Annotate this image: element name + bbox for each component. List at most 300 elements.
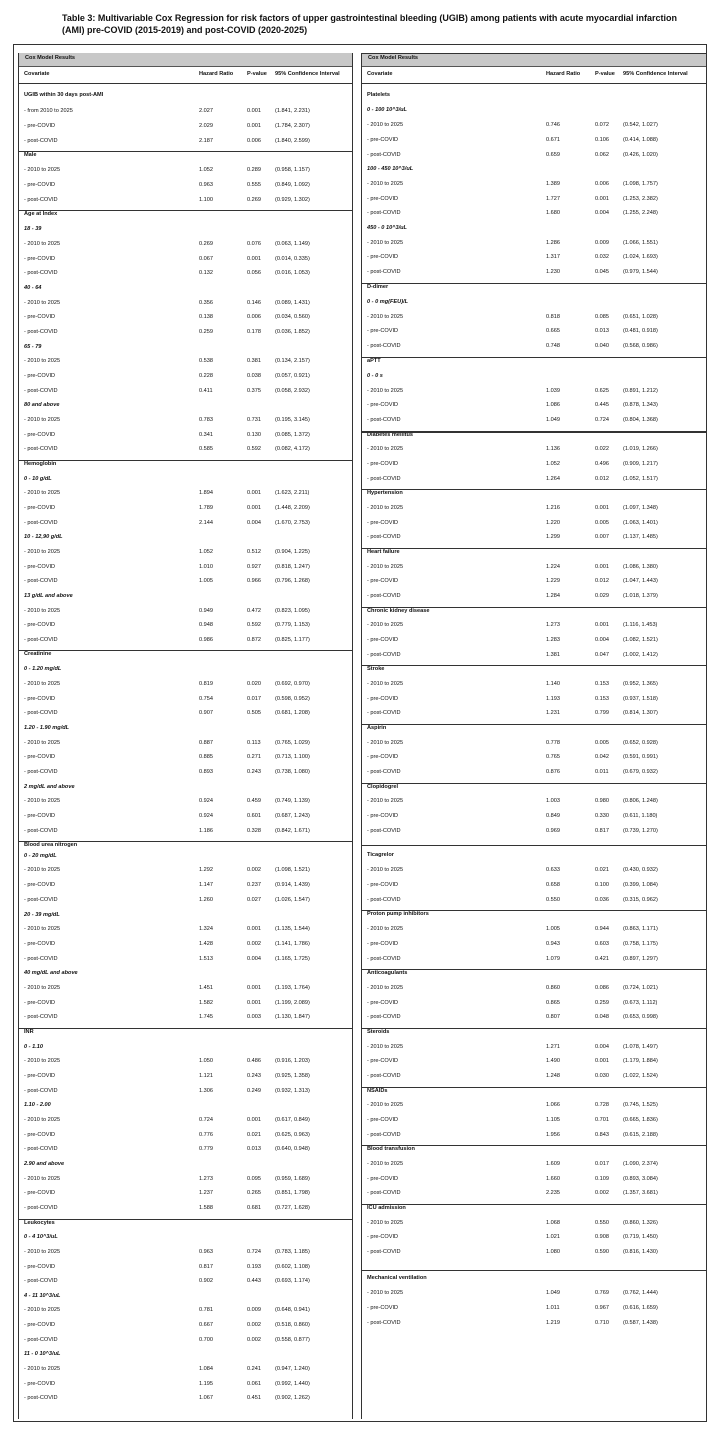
row-confidence-interval: (0.765, 1.029) <box>275 740 310 746</box>
row-covariate: - post-COVID <box>367 710 401 716</box>
row-hazard-ratio: 0.924 <box>199 813 213 819</box>
row-covariate: - 2010 to 2025 <box>367 1161 404 1167</box>
row-covariate: - 2010 to 2025 <box>24 241 61 247</box>
row-confidence-interval: (1.082, 1.521) <box>623 637 658 643</box>
row-hazard-ratio: 1.039 <box>546 388 560 394</box>
row-confidence-interval: (0.693, 1.174) <box>275 1278 310 1284</box>
row-p-value: 0.550 <box>595 1220 609 1226</box>
row-confidence-interval: (1.193, 1.764) <box>275 985 310 991</box>
section-divider <box>362 357 707 358</box>
row-covariate: - post-COVID <box>24 446 58 452</box>
row-confidence-interval: (1.253, 2.382) <box>623 196 658 202</box>
row-hazard-ratio: 1.264 <box>546 476 560 482</box>
section-label: Hemoglobin <box>24 461 57 467</box>
row-covariate: - pre-COVID <box>367 328 399 334</box>
row-covariate: - post-COVID <box>367 1320 401 1326</box>
section-divider <box>362 1087 707 1088</box>
row-covariate: - 2010 to 2025 <box>24 1176 61 1182</box>
subgroup-label: 80 and above <box>24 402 60 408</box>
row-confidence-interval: (0.653, 0.998) <box>623 1014 658 1020</box>
row-hazard-ratio: 1.745 <box>199 1014 213 1020</box>
row-covariate: - post-COVID <box>24 1278 58 1284</box>
row-p-value: 0.001 <box>595 564 609 570</box>
row-covariate: - pre-COVID <box>367 1234 399 1240</box>
row-hazard-ratio: 1.066 <box>546 1102 560 1108</box>
row-hazard-ratio: 1.324 <box>199 926 213 932</box>
col-hazard-ratio: Hazard Ratio <box>546 71 581 77</box>
row-hazard-ratio: 0.779 <box>199 1146 213 1152</box>
row-p-value: 0.146 <box>247 300 261 306</box>
row-covariate: - post-COVID <box>367 152 401 158</box>
row-hazard-ratio: 0.665 <box>546 328 560 334</box>
row-covariate: - 2010 to 2025 <box>24 167 61 173</box>
row-covariate: - pre-COVID <box>24 813 56 819</box>
row-p-value: 0.006 <box>595 181 609 187</box>
row-hazard-ratio: 0.818 <box>546 314 560 320</box>
row-p-value: 0.330 <box>595 813 609 819</box>
row-confidence-interval: (0.426, 1.020) <box>623 152 658 158</box>
row-p-value: 0.592 <box>247 622 261 628</box>
section-label: Aspirin <box>367 725 387 731</box>
row-covariate: - post-COVID <box>24 1337 58 1343</box>
row-hazard-ratio: 1.052 <box>199 549 213 555</box>
row-hazard-ratio: 0.132 <box>199 270 213 276</box>
row-p-value: 0.843 <box>595 1132 609 1138</box>
row-hazard-ratio: 1.660 <box>546 1176 560 1182</box>
section-divider <box>362 724 707 725</box>
row-p-value: 0.002 <box>247 867 261 873</box>
row-hazard-ratio: 1.273 <box>546 622 560 628</box>
row-p-value: 0.004 <box>595 1044 609 1050</box>
row-confidence-interval: (1.179, 1.884) <box>623 1058 658 1064</box>
col-p-value: P-value <box>595 71 615 77</box>
section-label: Hypertension <box>367 490 403 496</box>
row-hazard-ratio: 1.229 <box>546 578 560 584</box>
row-p-value: 0.130 <box>247 432 261 438</box>
row-covariate: - 2010 to 2025 <box>24 1366 61 1372</box>
row-p-value: 0.003 <box>247 1014 261 1020</box>
row-covariate: - pre-COVID <box>24 941 56 947</box>
section-label: Proton pump inhibitors <box>367 911 429 917</box>
row-p-value: 0.048 <box>595 1014 609 1020</box>
row-p-value: 0.013 <box>595 328 609 334</box>
row-hazard-ratio: 1.271 <box>546 1044 560 1050</box>
subgroup-label: 2.90 and above <box>24 1161 65 1167</box>
row-p-value: 0.076 <box>247 241 261 247</box>
row-confidence-interval: (0.681, 1.208) <box>275 710 310 716</box>
row-p-value: 0.002 <box>247 941 261 947</box>
row-p-value: 0.001 <box>247 926 261 932</box>
row-hazard-ratio: 0.724 <box>199 1117 213 1123</box>
row-confidence-interval: (1.448, 2.209) <box>275 505 310 511</box>
row-p-value: 0.017 <box>595 1161 609 1167</box>
column-headers <box>19 67 352 84</box>
row-hazard-ratio: 1.052 <box>546 461 560 467</box>
row-covariate: - pre-COVID <box>24 754 56 760</box>
section-divider <box>362 548 707 549</box>
section-label: Blood transfusion <box>367 1146 415 1152</box>
row-hazard-ratio: 0.902 <box>199 1278 213 1284</box>
row-p-value: 0.701 <box>595 1117 609 1123</box>
section-divider <box>362 783 707 784</box>
row-hazard-ratio: 1.283 <box>546 637 560 643</box>
row-p-value: 0.728 <box>595 1102 609 1108</box>
row-hazard-ratio: 2.029 <box>199 123 213 129</box>
row-hazard-ratio: 1.789 <box>199 505 213 511</box>
row-p-value: 0.259 <box>595 1000 609 1006</box>
row-p-value: 0.106 <box>595 137 609 143</box>
row-p-value: 0.056 <box>247 270 261 276</box>
row-covariate: - pre-COVID <box>367 941 399 947</box>
row-confidence-interval: (0.952, 1.365) <box>623 681 658 687</box>
row-confidence-interval: (1.130, 1.847) <box>275 1014 310 1020</box>
row-hazard-ratio: 1.894 <box>199 490 213 496</box>
row-p-value: 0.040 <box>595 343 609 349</box>
row-p-value: 0.271 <box>247 754 261 760</box>
row-confidence-interval: (0.134, 2.157) <box>275 358 310 364</box>
row-p-value: 0.980 <box>595 798 609 804</box>
row-p-value: 0.681 <box>247 1205 261 1211</box>
row-p-value: 0.001 <box>595 622 609 628</box>
panel-header: Cox Model Results <box>19 53 352 67</box>
row-hazard-ratio: 0.893 <box>199 769 213 775</box>
col-p-value: P-value <box>247 71 267 77</box>
row-hazard-ratio: 1.100 <box>199 197 213 203</box>
row-hazard-ratio: 0.778 <box>546 740 560 746</box>
row-hazard-ratio: 1.079 <box>546 956 560 962</box>
row-confidence-interval: (0.806, 1.248) <box>623 798 658 804</box>
row-covariate: - pre-COVID <box>367 578 399 584</box>
row-p-value: 0.908 <box>595 1234 609 1240</box>
column-headers <box>362 67 707 84</box>
row-confidence-interval: (0.851, 1.798) <box>275 1190 310 1196</box>
row-confidence-interval: (0.816, 1.430) <box>623 1249 658 1255</box>
row-hazard-ratio: 1.260 <box>199 897 213 903</box>
row-confidence-interval: (1.165, 1.725) <box>275 956 310 962</box>
row-confidence-interval: (0.611, 1.180) <box>623 813 658 819</box>
row-hazard-ratio: 0.765 <box>546 754 560 760</box>
row-covariate: - 2010 to 2025 <box>367 1220 404 1226</box>
row-confidence-interval: (0.758, 1.175) <box>623 941 658 947</box>
row-covariate: - post-COVID <box>24 1014 58 1020</box>
row-hazard-ratio: 2.187 <box>199 138 213 144</box>
row-covariate: - 2010 to 2025 <box>24 1307 61 1313</box>
row-confidence-interval: (1.090, 2.374) <box>623 1161 658 1167</box>
row-confidence-interval: (0.916, 1.203) <box>275 1058 310 1064</box>
row-hazard-ratio: 1.050 <box>199 1058 213 1064</box>
row-p-value: 0.001 <box>595 1058 609 1064</box>
row-hazard-ratio: 0.746 <box>546 122 560 128</box>
row-covariate: - post-COVID <box>367 1073 401 1079</box>
row-hazard-ratio: 2.144 <box>199 520 213 526</box>
row-confidence-interval: (1.098, 1.521) <box>275 867 310 873</box>
row-confidence-interval: (0.891, 1.212) <box>623 388 658 394</box>
row-hazard-ratio: 0.776 <box>199 1132 213 1138</box>
row-confidence-interval: (0.036, 1.852) <box>275 329 310 335</box>
section-label: Blood urea nitrogen <box>24 842 78 848</box>
section-divider <box>362 969 707 970</box>
row-p-value: 0.001 <box>247 256 261 262</box>
row-confidence-interval: (1.098, 1.757) <box>623 181 658 187</box>
row-p-value: 0.590 <box>595 1249 609 1255</box>
row-covariate: - 2010 to 2025 <box>367 1044 404 1050</box>
row-hazard-ratio: 0.907 <box>199 710 213 716</box>
row-confidence-interval: (0.959, 1.689) <box>275 1176 310 1182</box>
row-p-value: 0.012 <box>595 578 609 584</box>
row-confidence-interval: (0.739, 1.270) <box>623 828 658 834</box>
row-confidence-interval: (1.052, 1.517) <box>623 476 658 482</box>
row-confidence-interval: (0.648, 0.941) <box>275 1307 310 1313</box>
row-confidence-interval: (1.022, 1.524) <box>623 1073 658 1079</box>
subgroup-label: 100 - 450 10^3/uL <box>367 166 414 172</box>
section-label: Heart failure <box>367 549 400 555</box>
row-hazard-ratio: 0.269 <box>199 241 213 247</box>
row-hazard-ratio: 0.667 <box>199 1322 213 1328</box>
row-hazard-ratio: 1.140 <box>546 681 560 687</box>
row-p-value: 0.269 <box>247 197 261 203</box>
row-p-value: 0.072 <box>595 122 609 128</box>
col-covariate: Covariate <box>24 71 50 77</box>
row-p-value: 0.029 <box>595 593 609 599</box>
row-hazard-ratio: 1.306 <box>199 1088 213 1094</box>
row-p-value: 0.030 <box>595 1073 609 1079</box>
row-hazard-ratio: 0.228 <box>199 373 213 379</box>
row-confidence-interval: (0.651, 1.028) <box>623 314 658 320</box>
row-covariate: - pre-COVID <box>367 754 399 760</box>
row-covariate: - pre-COVID <box>24 182 56 188</box>
row-confidence-interval: (0.849, 1.092) <box>275 182 310 188</box>
row-p-value: 0.002 <box>595 1190 609 1196</box>
row-covariate: - post-COVID <box>367 534 401 540</box>
row-hazard-ratio: 1.219 <box>546 1320 560 1326</box>
row-confidence-interval: (0.825, 1.177) <box>275 637 310 643</box>
section-label: Mechanical ventilation <box>367 1275 427 1281</box>
row-hazard-ratio: 0.865 <box>546 1000 560 1006</box>
subgroup-label: 0 - 100 10^3/uL <box>367 107 407 113</box>
row-covariate: - post-COVID <box>367 1249 401 1255</box>
row-hazard-ratio: 0.585 <box>199 446 213 452</box>
row-p-value: 0.085 <box>595 314 609 320</box>
row-p-value: 0.012 <box>595 476 609 482</box>
row-covariate: - 2010 to 2025 <box>367 985 404 991</box>
subgroup-label: 0 - 0 s <box>367 373 383 379</box>
row-covariate: - pre-COVID <box>367 402 399 408</box>
row-p-value: 0.237 <box>247 882 261 888</box>
row-hazard-ratio: 1.451 <box>199 985 213 991</box>
row-p-value: 0.967 <box>595 1305 609 1311</box>
row-confidence-interval: (0.814, 1.307) <box>623 710 658 716</box>
row-confidence-interval: (1.623, 2.211) <box>275 490 310 496</box>
row-covariate: - 2010 to 2025 <box>367 1102 404 1108</box>
row-hazard-ratio: 0.963 <box>199 1249 213 1255</box>
section-label: ICU admission <box>367 1205 406 1211</box>
row-p-value: 0.496 <box>595 461 609 467</box>
row-hazard-ratio: 1.609 <box>546 1161 560 1167</box>
row-covariate: - post-COVID <box>24 1146 58 1152</box>
row-confidence-interval: (1.026, 1.547) <box>275 897 310 903</box>
row-confidence-interval: (0.779, 1.153) <box>275 622 310 628</box>
row-confidence-interval: (0.692, 0.970) <box>275 681 310 687</box>
row-confidence-interval: (0.925, 1.358) <box>275 1073 310 1079</box>
row-covariate: - pre-COVID <box>24 1322 56 1328</box>
row-confidence-interval: (1.255, 2.248) <box>623 210 658 216</box>
row-p-value: 0.062 <box>595 152 609 158</box>
row-covariate: - post-COVID <box>367 1132 401 1138</box>
section-label: Steroids <box>367 1029 390 1035</box>
row-p-value: 0.007 <box>595 534 609 540</box>
row-hazard-ratio: 1.224 <box>546 564 560 570</box>
row-p-value: 0.001 <box>247 490 261 496</box>
row-p-value: 0.032 <box>595 254 609 260</box>
row-covariate: - post-COVID <box>24 520 58 526</box>
row-covariate: - pre-COVID <box>367 696 399 702</box>
row-confidence-interval: (0.929, 1.302) <box>275 197 310 203</box>
row-p-value: 0.193 <box>247 1264 261 1270</box>
row-hazard-ratio: 1.005 <box>199 578 213 584</box>
row-hazard-ratio: 0.356 <box>199 300 213 306</box>
row-p-value: 0.001 <box>247 505 261 511</box>
row-confidence-interval: (0.947, 1.240) <box>275 1366 310 1372</box>
row-p-value: 0.966 <box>247 578 261 584</box>
row-p-value: 0.004 <box>595 210 609 216</box>
row-covariate: - 2010 to 2025 <box>367 181 404 187</box>
row-covariate: - post-COVID <box>24 637 58 643</box>
row-confidence-interval: (0.914, 1.439) <box>275 882 310 888</box>
row-confidence-interval: (0.904, 1.225) <box>275 549 310 555</box>
row-confidence-interval: (1.141, 1.786) <box>275 941 310 947</box>
row-p-value: 0.004 <box>247 520 261 526</box>
row-p-value: 0.042 <box>595 754 609 760</box>
row-hazard-ratio: 0.849 <box>546 813 560 819</box>
row-confidence-interval: (1.086, 1.380) <box>623 564 658 570</box>
row-confidence-interval: (0.687, 1.243) <box>275 813 310 819</box>
row-covariate: - 2010 to 2025 <box>24 740 61 746</box>
row-covariate: - pre-COVID <box>24 1264 56 1270</box>
row-confidence-interval: (0.749, 1.139) <box>275 798 310 804</box>
row-covariate: - pre-COVID <box>24 123 56 129</box>
row-hazard-ratio: 1.286 <box>546 240 560 246</box>
row-confidence-interval: (0.518, 0.860) <box>275 1322 310 1328</box>
row-covariate: - pre-COVID <box>367 1305 399 1311</box>
row-covariate: - 2010 to 2025 <box>367 926 404 932</box>
row-confidence-interval: (0.665, 1.836) <box>623 1117 658 1123</box>
row-hazard-ratio: 0.860 <box>546 985 560 991</box>
row-covariate: - 2010 to 2025 <box>24 549 61 555</box>
row-hazard-ratio: 1.003 <box>546 798 560 804</box>
row-covariate: - 2010 to 2025 <box>367 446 404 452</box>
row-covariate: - 2010 to 2025 <box>367 798 404 804</box>
col-covariate: Covariate <box>367 71 393 77</box>
row-covariate: - pre-COVID <box>367 1000 399 1006</box>
row-p-value: 0.002 <box>247 1337 261 1343</box>
section-label: UGIB within 30 days post-AMI <box>24 92 104 98</box>
row-p-value: 0.020 <box>247 681 261 687</box>
row-p-value: 0.505 <box>247 710 261 716</box>
row-p-value: 0.472 <box>247 608 261 614</box>
row-covariate: - 2010 to 2025 <box>24 490 61 496</box>
section-divider <box>362 283 707 284</box>
row-hazard-ratio: 0.754 <box>199 696 213 702</box>
row-p-value: 0.451 <box>247 1395 261 1401</box>
row-confidence-interval: (1.137, 1.485) <box>623 534 658 540</box>
row-confidence-interval: (0.878, 1.343) <box>623 402 658 408</box>
row-confidence-interval: (0.568, 0.986) <box>623 343 658 349</box>
row-covariate: - post-COVID <box>24 329 58 335</box>
row-confidence-interval: (0.673, 1.112) <box>623 1000 658 1006</box>
row-hazard-ratio: 1.389 <box>546 181 560 187</box>
row-hazard-ratio: 0.876 <box>546 769 560 775</box>
row-p-value: 0.512 <box>247 549 261 555</box>
row-covariate: - pre-COVID <box>367 1058 399 1064</box>
row-confidence-interval: (0.617, 0.849) <box>275 1117 310 1123</box>
row-confidence-interval: (1.670, 2.753) <box>275 520 310 526</box>
section-divider <box>19 210 353 211</box>
row-hazard-ratio: 1.727 <box>546 196 560 202</box>
row-confidence-interval: (0.738, 1.080) <box>275 769 310 775</box>
section-label: INR <box>24 1029 34 1035</box>
row-covariate: - 2010 to 2025 <box>24 681 61 687</box>
row-p-value: 0.021 <box>595 867 609 873</box>
row-p-value: 0.011 <box>595 769 609 775</box>
row-hazard-ratio: 1.105 <box>546 1117 560 1123</box>
row-p-value: 0.036 <box>595 897 609 903</box>
row-hazard-ratio: 1.084 <box>199 1366 213 1372</box>
row-covariate: - post-COVID <box>24 270 58 276</box>
row-confidence-interval: (1.066, 1.551) <box>623 240 658 246</box>
row-hazard-ratio: 1.292 <box>199 867 213 873</box>
row-covariate: - post-COVID <box>367 593 401 599</box>
row-covariate: - 2010 to 2025 <box>367 564 404 570</box>
row-hazard-ratio: 0.259 <box>199 329 213 335</box>
row-p-value: 0.555 <box>247 182 261 188</box>
row-confidence-interval: (1.063, 1.401) <box>623 520 658 526</box>
row-confidence-interval: (0.863, 1.171) <box>623 926 658 932</box>
row-hazard-ratio: 1.680 <box>546 210 560 216</box>
row-confidence-interval: (0.724, 1.021) <box>623 985 658 991</box>
row-covariate: - pre-COVID <box>367 520 399 526</box>
row-covariate: - post-COVID <box>367 343 401 349</box>
row-hazard-ratio: 1.193 <box>546 696 560 702</box>
row-hazard-ratio: 1.588 <box>199 1205 213 1211</box>
section-divider <box>19 1219 353 1220</box>
row-covariate: - pre-COVID <box>24 373 56 379</box>
section-label: Clopidogrel <box>367 784 399 790</box>
subgroup-label: 11 - 0 10^3/uL <box>24 1351 61 1357</box>
row-hazard-ratio: 1.052 <box>199 167 213 173</box>
row-p-value: 0.009 <box>247 1307 261 1313</box>
section-label: Platelets <box>367 92 391 98</box>
row-covariate: - 2010 to 2025 <box>367 740 404 746</box>
section-label: Anticoagulants <box>367 970 408 976</box>
row-p-value: 0.445 <box>595 402 609 408</box>
row-covariate: - 2010 to 2025 <box>367 314 404 320</box>
row-p-value: 0.603 <box>595 941 609 947</box>
section-divider <box>19 650 353 651</box>
section-label: Ticagrelor <box>367 852 394 858</box>
row-covariate: - pre-COVID <box>24 882 56 888</box>
row-covariate: - 2010 to 2025 <box>24 417 61 423</box>
row-hazard-ratio: 1.230 <box>546 269 560 275</box>
right-results-panel <box>361 53 707 1419</box>
section-divider <box>362 1204 707 1205</box>
row-confidence-interval: (0.937, 1.518) <box>623 696 658 702</box>
col-confidence-interval: 95% Confidence Interval <box>275 71 340 77</box>
row-p-value: 0.005 <box>595 740 609 746</box>
row-covariate: - 2010 to 2025 <box>24 867 61 873</box>
row-hazard-ratio: 1.216 <box>546 505 560 511</box>
row-covariate: - 2010 to 2025 <box>24 1249 61 1255</box>
row-p-value: 0.731 <box>247 417 261 423</box>
